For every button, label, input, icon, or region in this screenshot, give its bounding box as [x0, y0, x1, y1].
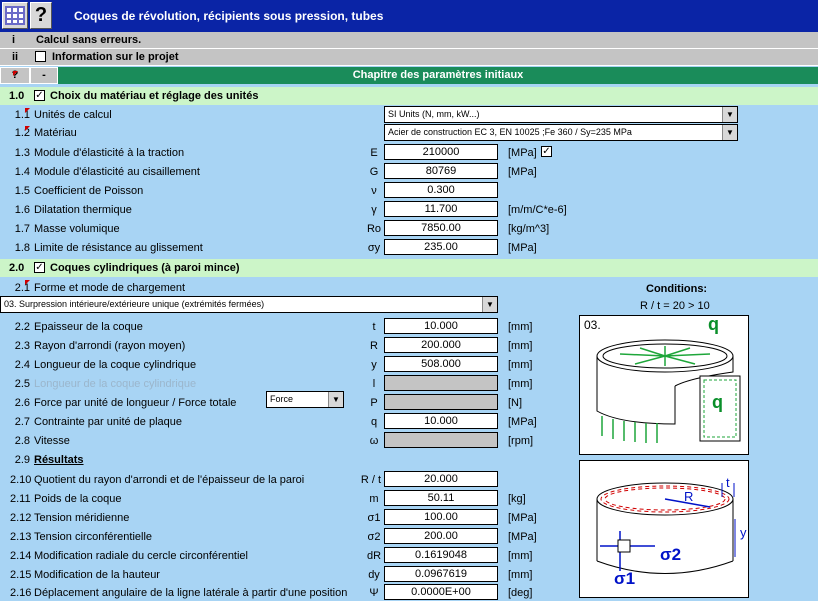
input-unit: [mm] — [508, 378, 533, 390]
input-symbol: R — [370, 340, 378, 352]
force-select-value: Force — [270, 394, 294, 404]
prop-unit: [m/m/C*e-6] — [508, 204, 567, 216]
pressure-label: q — [708, 314, 719, 334]
input-label: Rayon d'arrondi (rayon moyen) — [34, 340, 186, 352]
material-properties — [0, 143, 818, 257]
stress-input[interactable]: 10.000 — [384, 413, 498, 429]
result-value: 0.0967619 — [384, 566, 498, 582]
material-row — [0, 124, 818, 142]
result-row — [0, 584, 575, 601]
input-symbol: q — [370, 416, 378, 428]
input-row — [0, 393, 575, 412]
row-num: 2.4 — [14, 359, 30, 371]
result-label: Modification radiale du cercle circonférentiel — [34, 550, 248, 562]
result-label: Quotient du rayon d'arrondi et de l'épaisseur de la paroi — [34, 474, 305, 486]
comment-marker — [13, 71, 18, 76]
input-label: Contrainte par unité de plaque — [34, 416, 182, 428]
result-symbol: dy — [368, 569, 380, 581]
result-label: Tension circonférentielle — [34, 531, 153, 543]
prop-symbol: σy — [367, 242, 381, 254]
radius-label: R — [684, 489, 694, 504]
row-num: 2.2 — [14, 321, 30, 333]
prop-label: Module d'élasticité au cisaillement — [34, 166, 200, 178]
prop-label: Masse volumique — [34, 223, 120, 235]
prop-symbol: E — [370, 147, 378, 159]
row-num: i — [12, 34, 16, 46]
prop-row — [0, 143, 818, 162]
prop-label: Limite de résistance au glissement — [34, 242, 203, 254]
row-num: 1.7 — [14, 223, 30, 235]
section-num: 2.0 — [9, 262, 25, 274]
conditions-text: R / t = 20 > 10 — [640, 300, 710, 312]
units-row — [0, 106, 818, 124]
section-cylindrical — [0, 259, 818, 277]
prop-label: Coefficient de Poisson — [34, 185, 144, 197]
length-disabled-input — [384, 375, 498, 391]
prop-value: 235.00 — [384, 239, 498, 255]
prop-symbol: Ro — [366, 223, 382, 235]
window-title: Coques de révolution, récipients sous pression, tubes — [74, 9, 384, 23]
comment-marker — [25, 126, 30, 131]
prop-symbol: G — [369, 166, 379, 178]
result-row — [0, 508, 575, 527]
row-num: 2.9 — [14, 454, 30, 466]
pressure-label-side: q — [712, 392, 723, 412]
result-value: 0.1619048 — [384, 547, 498, 563]
diagram-label: 03. — [584, 318, 601, 332]
input-unit: [mm] — [508, 321, 533, 333]
prop-row — [0, 162, 818, 181]
chapter-title: Chapitre des paramètres initiaux — [58, 67, 818, 84]
prop-symbol: γ — [371, 204, 377, 216]
result-unit: [MPa] — [508, 512, 537, 524]
cylinder-stress-icon — [580, 461, 750, 599]
project-info-checkbox[interactable] — [35, 51, 46, 62]
prop-label: Module d'élasticité à la traction — [34, 147, 185, 159]
prop-value[interactable]: 210000 — [384, 144, 498, 160]
cylinder-pressure-icon — [580, 316, 750, 456]
load-mode-value: 03. Surpression intérieure/extérieure unique (extrémités fermées) — [4, 299, 265, 309]
row-num: 1.4 — [14, 166, 30, 178]
chevron-down-icon[interactable]: ▼ — [482, 297, 497, 312]
row-num: 2.1 — [14, 282, 30, 294]
length-input[interactable]: 508.000 — [384, 356, 498, 372]
units-label: Unités de calcul — [34, 109, 112, 121]
sigma1-label: σ1 — [614, 569, 636, 588]
row-num: 2.5 — [14, 378, 30, 390]
result-row — [0, 565, 575, 584]
chevron-down-icon[interactable]: ▼ — [722, 125, 737, 140]
row-num: 1.2 — [14, 127, 30, 139]
help-button[interactable]: ? — [30, 2, 52, 29]
section-num: 1.0 — [9, 90, 25, 102]
material-value: Acier de construction EC 3, EN 10025 ;Fe 360 / Sy=235 MPa — [388, 127, 632, 137]
material-select[interactable] — [384, 124, 738, 141]
result-label: Déplacement angulaire de la ligne latérale à partir d'une position — [34, 587, 348, 599]
force-select[interactable] — [266, 391, 344, 408]
geometry-inputs — [0, 317, 575, 450]
results-table — [0, 470, 575, 601]
result-label: Tension méridienne — [34, 512, 130, 524]
row-num: 2.13 — [10, 531, 32, 543]
thickness-input[interactable]: 10.000 — [384, 318, 498, 334]
input-label: Vitesse — [34, 435, 70, 447]
input-label: Longueur de la coque cylindrique — [34, 359, 197, 371]
row-num: 2.16 — [10, 587, 32, 599]
chapter-header — [0, 66, 818, 85]
comment-marker — [25, 108, 30, 113]
prop-unit: [MPa] — [508, 166, 537, 178]
row-num: 2.11 — [10, 493, 31, 505]
result-unit: [mm] — [508, 569, 533, 581]
conditions-title: Conditions: — [646, 283, 708, 295]
row-num: 2.14 — [10, 550, 32, 562]
prop-unit: [MPa] — [508, 242, 537, 254]
material-label: Matériau — [34, 127, 77, 139]
prop-row — [0, 219, 818, 238]
result-label: Poids de la coque — [34, 493, 122, 505]
prop-value: 0.300 — [384, 182, 498, 198]
units-value: SI Units (N, mm, kW...) — [388, 109, 480, 119]
result-unit: [deg] — [508, 587, 533, 599]
loading-diagram — [579, 315, 749, 455]
load-mode-row — [0, 279, 575, 295]
prop-unit: [MPa] — [508, 147, 537, 159]
thickness-label: t — [726, 475, 730, 490]
result-row — [0, 527, 575, 546]
result-unit: [kg] — [508, 493, 526, 505]
result-symbol: dR — [366, 550, 382, 562]
input-unit: [mm] — [508, 340, 533, 352]
elasticity-checkbox[interactable]: ✓ — [542, 146, 551, 157]
input-symbol: P — [370, 397, 378, 409]
row-num: 2.7 — [14, 416, 30, 428]
chapter-help-button[interactable]: ? — [0, 67, 30, 84]
prop-row — [0, 238, 818, 257]
prop-value: 80769 — [384, 163, 498, 179]
input-row — [0, 431, 575, 450]
input-unit: [N] — [508, 397, 523, 409]
input-row — [0, 412, 575, 431]
row-num: 2.12 — [10, 512, 32, 524]
status-row — [0, 32, 818, 49]
section-title: Coques cylindriques (à paroi mince) — [50, 262, 240, 274]
project-info-label: Information sur le projet — [52, 51, 179, 63]
status-text: Calcul sans erreurs. — [36, 34, 142, 46]
result-value: 20.000 — [384, 471, 498, 487]
speed-input — [384, 432, 498, 448]
input-symbol: y — [371, 359, 377, 371]
prop-row — [0, 181, 818, 200]
result-row — [0, 546, 575, 565]
section-title: Choix du matériau et réglage des unités — [50, 90, 259, 102]
input-label: Epaisseur de la coque — [34, 321, 143, 333]
row-num: 2.10 — [10, 474, 32, 486]
prop-row — [0, 200, 818, 219]
section-materials — [0, 87, 818, 105]
result-value: 200.00 — [384, 528, 498, 544]
result-row — [0, 489, 575, 508]
prop-value: 7850.00 — [384, 220, 498, 236]
prop-value: 11.700 — [384, 201, 498, 217]
result-symbol: σ2 — [367, 531, 381, 543]
row-num: 2.3 — [14, 340, 30, 352]
prop-label: Dilatation thermique — [34, 204, 132, 216]
chevron-down-icon[interactable]: ▼ — [722, 107, 737, 122]
input-unit: [mm] — [508, 359, 533, 371]
height-label: y — [740, 525, 747, 540]
row-num: 1.8 — [14, 242, 30, 254]
force-input — [384, 394, 498, 410]
input-symbol: t — [372, 321, 376, 333]
result-symbol: m — [369, 493, 379, 505]
row-num: ii — [12, 51, 19, 63]
comment-marker — [25, 280, 30, 285]
sigma2-label: σ2 — [660, 545, 682, 564]
input-row — [0, 317, 575, 336]
row-num: 1.3 — [14, 147, 30, 159]
units-select[interactable] — [384, 106, 738, 123]
load-mode-label: Forme et mode de chargement — [34, 282, 186, 294]
chapter-collapse-button[interactable]: - — [30, 67, 58, 84]
prop-symbol: ν — [371, 185, 377, 197]
gear-grid-icon — [3, 3, 27, 28]
input-label: Longueur de la coque cylindrique — [34, 378, 197, 390]
result-symbol: σ1 — [367, 512, 381, 524]
row-num: 2.15 — [10, 569, 32, 581]
prop-unit: [kg/m^3] — [508, 223, 550, 235]
input-row — [0, 336, 575, 355]
app-icon[interactable] — [2, 2, 28, 29]
results-title: Résultats — [34, 454, 84, 466]
result-label: Modification de la hauteur — [34, 569, 160, 581]
result-value: 50.11 — [384, 490, 498, 506]
input-label: Force par unité de longueur / Force totale — [34, 397, 237, 409]
input-unit: [MPa] — [508, 416, 537, 428]
section-materials-checkbox[interactable]: ✓ — [35, 90, 44, 101]
result-unit: [MPa] — [508, 531, 537, 543]
project-info-row — [0, 49, 818, 66]
result-symbol: R / t — [360, 474, 382, 486]
row-num: 2.6 — [14, 397, 30, 409]
results-header — [0, 452, 575, 469]
input-symbol: l — [372, 378, 376, 390]
section-cylindrical-checkbox[interactable]: ✓ — [35, 262, 44, 273]
result-unit: [mm] — [508, 550, 533, 562]
input-row — [0, 355, 575, 374]
result-value: 0.0000E+00 — [384, 584, 498, 600]
stress-diagram — [579, 460, 749, 598]
row-num: 1.6 — [14, 204, 30, 216]
radius-input[interactable]: 200.000 — [384, 337, 498, 353]
load-mode-select[interactable] — [0, 296, 498, 313]
input-unit: [rpm] — [508, 435, 534, 447]
result-value: 100.00 — [384, 509, 498, 525]
input-symbol: ω — [369, 435, 379, 447]
result-symbol: Ψ — [369, 587, 379, 599]
row-num: 1.1 — [14, 109, 30, 121]
chevron-down-icon[interactable]: ▼ — [328, 392, 343, 407]
result-row — [0, 470, 575, 489]
row-num: 2.8 — [14, 435, 30, 447]
row-num: 1.5 — [14, 185, 30, 197]
